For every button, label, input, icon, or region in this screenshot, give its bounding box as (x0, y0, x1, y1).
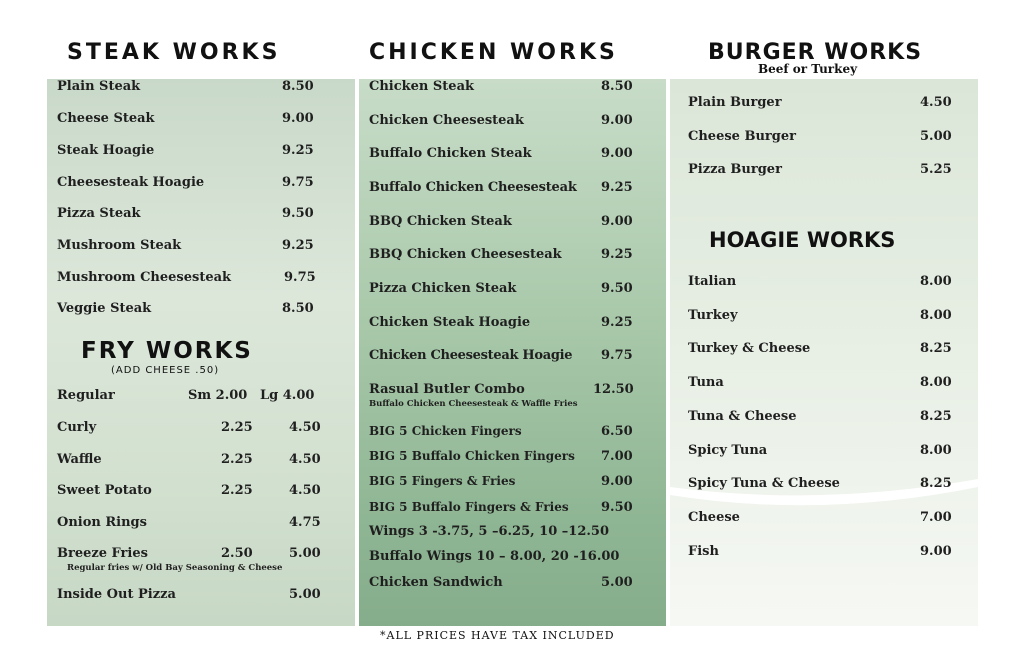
menu-item-name: Tuna (688, 375, 724, 390)
menu-item-name: Curly (57, 420, 97, 435)
menu-item-price-large: 5.00 (289, 587, 321, 602)
menu-item-price: 7.00 (601, 449, 633, 464)
menu-item-name: Sweet Potato (57, 483, 152, 498)
menu-item-price: 9.00 (601, 474, 633, 489)
menu-item-name: Mushroom Steak (57, 238, 182, 253)
menu-item-name: Pizza Chicken Steak (369, 281, 517, 296)
menu-item-price: 8.00 (920, 274, 952, 289)
menu-item-name: Veggie Steak (57, 301, 152, 316)
menu-item-price: 9.25 (282, 238, 314, 253)
menu-item-name: Turkey & Cheese (688, 341, 811, 356)
menu-item-price: 9.50 (282, 206, 314, 221)
menu-item-name: Plain Steak (57, 79, 141, 94)
menu-item-name: Onion Rings (57, 515, 147, 530)
menu-item-name: BIG 5 Chicken Fingers (369, 424, 522, 438)
menu-item-price: 8.00 (920, 308, 952, 323)
menu-item-name: Plain Burger (688, 95, 782, 110)
burger-works-subtitle: Beef or Turkey (758, 62, 858, 76)
menu-item-name: Italian (688, 274, 737, 289)
menu-item-name: Mushroom Cheesesteak (57, 270, 232, 285)
menu-item-price: 9.75 (284, 270, 316, 285)
menu-item-note: Buffalo Chicken Cheesesteak & Waffle Fries (369, 399, 578, 409)
menu-item-name: Fish (688, 544, 719, 559)
menu-item-price: 8.25 (920, 341, 952, 356)
menu-item-price-large: 4.50 (289, 483, 321, 498)
menu-item-price: 5.00 (920, 129, 952, 144)
menu-item-name: Buffalo Wings 10 – 8.00, 20 -16.00 (369, 549, 620, 564)
menu-item-price: 8.50 (282, 79, 314, 94)
tax-disclaimer: *ALL PRICES HAVE TAX INCLUDED (380, 629, 615, 642)
menu-item-price-large: 4.75 (289, 515, 321, 530)
menu-item-price-small: 2.25 (221, 420, 253, 435)
menu-item-name: BBQ Chicken Steak (369, 214, 512, 229)
menu-item-price: 9.25 (282, 143, 314, 158)
menu-item-price: 4.50 (920, 95, 952, 110)
menu-item-name: Cheese Steak (57, 111, 155, 126)
menu-item-name: Wings 3 -3.75, 5 –6.25, 10 –12.50 (369, 524, 609, 539)
menu-item-price-small: 2.50 (221, 546, 253, 561)
menu-item-price: 7.00 (920, 510, 952, 525)
menu-item-price-small: Sm 2.00 (188, 388, 248, 403)
menu-item-name: Pizza Steak (57, 206, 141, 221)
menu-item-price: 9.50 (601, 500, 633, 515)
menu-item-price-large: 4.50 (289, 452, 321, 467)
menu-item-name: Tuna & Cheese (688, 409, 797, 424)
menu-item-price: 9.75 (282, 175, 314, 190)
chicken-works-title: CHICKEN WORKS (369, 40, 618, 65)
menu-item-price: 5.00 (601, 575, 633, 590)
menu-item-note: Regular fries w/ Old Bay Seasoning & Cheese (67, 563, 283, 573)
menu-item-price: 6.50 (601, 424, 633, 439)
menu-item-name: Chicken Cheesesteak (369, 113, 524, 128)
menu-item-name: Turkey (688, 308, 738, 323)
menu-item-price: 9.25 (601, 315, 633, 330)
menu-item-name: Cheese Burger (688, 129, 796, 144)
menu-item-name: Spicy Tuna (688, 443, 768, 458)
menu-item-price: 9.00 (601, 214, 633, 229)
menu-item-price: 9.00 (920, 544, 952, 559)
burger-works-title: BURGER WORKS (708, 40, 923, 65)
menu-item-name: Pizza Burger (688, 162, 782, 177)
menu-item-price: 8.25 (920, 409, 952, 424)
menu-item-price: 8.00 (920, 443, 952, 458)
menu-item-name: BIG 5 Buffalo Chicken Fingers (369, 449, 575, 463)
menu-item-name: Chicken Cheesesteak Hoagie (369, 348, 573, 363)
menu-item-price: 5.25 (920, 162, 952, 177)
menu-item-name: BIG 5 Buffalo Fingers & Fries (369, 500, 569, 514)
menu-item-name: Rasual Butler Combo (369, 382, 525, 397)
menu-item-name: Cheese (688, 510, 740, 525)
hoagie-works-title: HOAGIE WORKS (709, 228, 896, 252)
menu-item-name: Cheesesteak Hoagie (57, 175, 205, 190)
menu-item-name: Waffle (57, 452, 102, 467)
menu-item-price: 9.00 (282, 111, 314, 126)
menu-item-price: 8.00 (920, 375, 952, 390)
menu-item-price: 8.50 (282, 301, 314, 316)
menu-item-price: 9.00 (601, 146, 633, 161)
menu-item-name: Buffalo Chicken Steak (369, 146, 532, 161)
menu-item-price: 9.25 (601, 247, 633, 262)
menu-item-price-large: 4.50 (289, 420, 321, 435)
menu-item-name: Chicken Steak Hoagie (369, 315, 531, 330)
menu-item-name: Regular (57, 388, 115, 403)
menu-item-price: 8.50 (601, 79, 633, 94)
menu-item-price: 12.50 (593, 382, 634, 397)
menu-item-price-large: Lg 4.00 (260, 388, 315, 403)
menu-item-name: BBQ Chicken Cheesesteak (369, 247, 562, 262)
steak-works-title: STEAK WORKS (67, 40, 281, 65)
menu-item-price-small: 2.25 (221, 483, 253, 498)
menu-item-name: Chicken Sandwich (369, 575, 503, 590)
menu-item-price: 9.50 (601, 281, 633, 296)
menu-item-name: Inside Out Pizza (57, 587, 176, 602)
menu-item-name: Buffalo Chicken Cheesesteak (369, 180, 577, 195)
menu-item-price: 8.25 (920, 476, 952, 491)
menu-item-price-small: 2.25 (221, 452, 253, 467)
menu-item-name: Steak Hoagie (57, 143, 155, 158)
menu-item-price-large: 5.00 (289, 546, 321, 561)
menu-item-name: BIG 5 Fingers & Fries (369, 474, 516, 488)
fry-works-subtitle: (ADD CHEESE .50) (111, 365, 220, 376)
menu-item-name: Breeze Fries (57, 546, 148, 561)
menu-item-name: Spicy Tuna & Cheese (688, 476, 840, 491)
menu-item-price: 9.00 (601, 113, 633, 128)
menu-item-name: Chicken Steak (369, 79, 475, 94)
menu-item-price: 9.75 (601, 348, 633, 363)
menu-item-price: 9.25 (601, 180, 633, 195)
fry-works-title: FRY WORKS (81, 338, 253, 364)
